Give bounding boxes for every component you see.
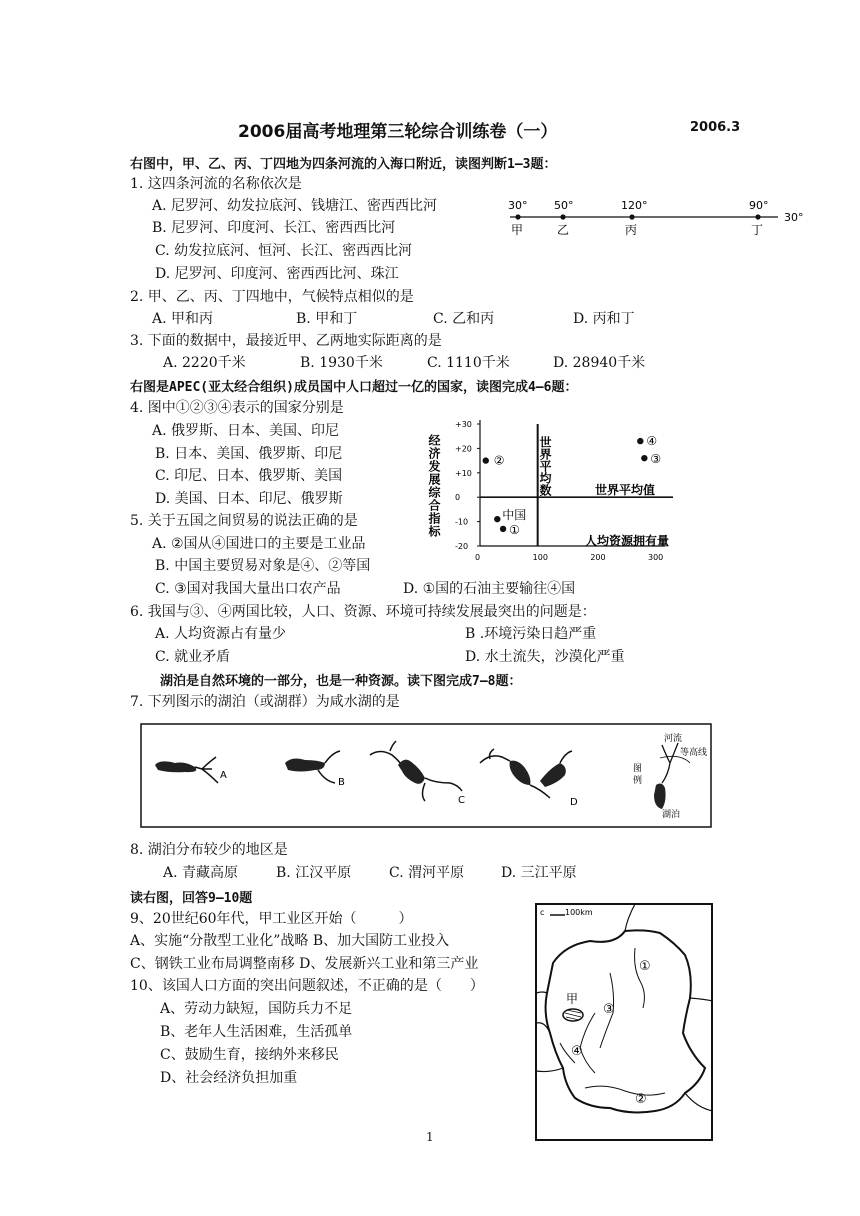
q10-option-d: D、社会经济负担加重 xyxy=(160,1070,298,1086)
country-map xyxy=(535,903,715,1143)
q2-stem: 2. 甲、乙、丙、丁四地中，气候特点相似的是 xyxy=(130,289,414,305)
data-point xyxy=(637,438,643,444)
q9-options-cd: C、钢铁工业布局调整南移 D、发展新兴工业和第三产业 xyxy=(130,956,479,972)
page-title: 2006届高考地理第三轮综合训练卷（一） xyxy=(238,122,558,142)
x-axis-title: 人均资源拥有量 xyxy=(585,534,670,548)
q2-option-c: C. 乙和丙 xyxy=(433,311,495,327)
label-jia: 甲 xyxy=(566,992,579,1006)
deg-label-yi: 50° xyxy=(554,199,574,212)
q8-option-a: A. 青藏高原 xyxy=(163,865,239,881)
y-tick-label: +20 xyxy=(455,444,472,454)
label-2: ② xyxy=(635,1092,647,1107)
y-tick-label: -20 xyxy=(455,542,469,551)
legend-lake-label: 湖泊 xyxy=(662,810,681,820)
q10-option-a: A、劳动力缺短，国防兵力不足 xyxy=(160,1001,353,1017)
deg-label-ding: 90° xyxy=(749,199,769,212)
q2-option-b: B. 甲和丁 xyxy=(296,311,358,327)
q5-option-b: B. 中国主要贸易对象是④、②等国 xyxy=(155,558,371,574)
q4-option-b: B. 日本、美国、俄罗斯、印尼 xyxy=(155,446,343,462)
q1-option-a: A. 尼罗河、幼发拉底河、钱塘江、密西西比河 xyxy=(152,198,438,214)
q8-option-c: C. 渭河平原 xyxy=(389,865,465,881)
lake-d xyxy=(480,749,572,798)
q8-option-d: D. 三江平原 xyxy=(501,865,577,881)
q9-stem: 9、20世纪60年代，甲工业区开始（ ） xyxy=(130,911,413,927)
legend-title: 图 例 xyxy=(631,763,641,784)
q2-option-d: D. 丙和丁 xyxy=(573,311,635,327)
hline-label: 世界平均值 xyxy=(595,483,656,497)
q3-option-c: C. 1110千米 xyxy=(427,355,510,371)
exam-date: 2006.3 xyxy=(690,120,741,135)
section1-intro: 右图中，甲、乙、丙、丁四地为四条河流的入海口附近，读图判断1—3题： xyxy=(130,157,557,172)
q10-stem: 10、该国人口方面的突出问题叙述，不正确的是（ ） xyxy=(130,978,484,994)
q1-option-b: B. 尼罗河、印度河、长江、密西西比河 xyxy=(152,220,396,236)
q6-stem: 6. 我国与③、④两国比较，人口、资源、环境可持续发展最突出的问题是： xyxy=(130,604,596,620)
q6-option-a: A. 人均资源占有量少 xyxy=(155,626,287,642)
legend-contour-label: 等高线 xyxy=(680,748,708,758)
data-point-label: ② xyxy=(493,453,505,468)
data-point-label: 中国 xyxy=(502,508,527,523)
data-point-label: ③ xyxy=(650,452,662,467)
apec-scatter-chart xyxy=(425,412,690,572)
q10-option-b: B、老年人生活困难，生活孤单 xyxy=(160,1024,353,1040)
q3-option-d: D. 28940千米 xyxy=(553,355,646,371)
legend-lake-symbol xyxy=(654,784,666,809)
lake-c xyxy=(370,741,462,801)
section3-intro: 湖泊是自然环境的一部分，也是一种资源。读下图完成7—8题： xyxy=(160,674,522,689)
data-point xyxy=(500,526,506,532)
q6-option-c: C. 就业矛盾 xyxy=(155,649,231,665)
lake-label-b: B xyxy=(338,777,345,788)
label-1: ① xyxy=(639,959,651,974)
q5-option-d: D. ①国的石油主要输往④国 xyxy=(403,581,576,597)
q9-options-ab: A、实施“分散型工业化”战略 B、加大国防工业投入 xyxy=(130,933,450,949)
y-tick-label: +10 xyxy=(455,468,472,478)
label-3: ③ xyxy=(603,1002,615,1017)
point-jia xyxy=(515,214,520,219)
q3-option-b: B. 1930千米 xyxy=(300,355,383,371)
point-bing xyxy=(629,214,634,219)
map-corner-label: c xyxy=(540,908,545,917)
point-ding xyxy=(755,214,760,219)
q1-stem: 1. 这四条河流的名称依次是 xyxy=(130,176,302,192)
deg-label-jia: 30° xyxy=(508,199,528,212)
q5-option-a: A. ②国从④国进口的主要是工业品 xyxy=(152,536,366,552)
lake-diagram xyxy=(140,723,712,828)
data-point-label: ① xyxy=(509,522,520,537)
q6-option-b: B .环境污染日趋严重 xyxy=(465,626,597,642)
lake-label-c: C xyxy=(458,795,465,806)
name-label-yi: 乙 xyxy=(557,223,570,237)
river-mouth-figure xyxy=(500,192,820,242)
q10-option-c: C、鼓励生育，接纳外来移民 xyxy=(160,1047,339,1063)
lat-label: 30° xyxy=(784,211,804,224)
legend-river-label: 河流 xyxy=(664,734,683,744)
x-tick-label: 100 xyxy=(532,553,548,562)
page-number: 1 xyxy=(426,1130,434,1144)
q6-option-d: D. 水土流失，沙漠化严重 xyxy=(465,649,625,665)
q3-stem: 3. 下面的数据中，最接近甲、乙两地实际距离的是 xyxy=(130,333,442,349)
point-yi xyxy=(560,214,565,219)
scale-label: 100km xyxy=(565,908,593,917)
q4-stem: 4. 图中①②③④表示的国家分别是 xyxy=(130,400,344,416)
x-tick-label: 200 xyxy=(590,553,606,562)
y-tick-label: +30 xyxy=(455,420,472,429)
y-tick-label: -10 xyxy=(455,517,469,527)
deg-label-bing: 120° xyxy=(621,199,648,212)
y-tick-label: 0 xyxy=(455,493,461,503)
data-point xyxy=(641,455,647,461)
vline-label: 世界平均数 xyxy=(538,436,552,496)
x-tick-label: 0 xyxy=(475,553,481,562)
q4-option-c: C. 印尼、日本、俄罗斯、美国 xyxy=(155,468,343,484)
lake-label-d: D xyxy=(570,797,578,808)
q2-option-a: A. 甲和丙 xyxy=(152,311,214,327)
lake-label-a: A xyxy=(220,770,227,781)
name-label-bing: 丙 xyxy=(625,223,638,237)
label-4: ④ xyxy=(571,1044,583,1059)
lake-b xyxy=(285,751,340,783)
q3-option-a: A. 2220千米 xyxy=(163,355,246,371)
legend-river-symbol xyxy=(662,743,678,783)
q5-option-c: C. ③国对我国大量出口农产品 xyxy=(155,581,341,597)
name-label-ding: 丁 xyxy=(751,223,764,237)
x-tick-label: 300 xyxy=(648,553,664,562)
q1-option-c: C. 幼发拉底河、恒河、长江、密西西比河 xyxy=(155,243,413,259)
name-label-jia: 甲 xyxy=(511,223,524,237)
data-point xyxy=(494,516,500,522)
data-point xyxy=(483,457,489,463)
q4-option-d: D. 美国、日本、印尼、俄罗斯 xyxy=(155,491,343,507)
q5-stem: 5. 关于五国之间贸易的说法正确的是 xyxy=(130,513,358,529)
y-axis-title: 经济发展综合指标 xyxy=(427,434,441,538)
q8-option-b: B. 江汉平原 xyxy=(276,865,352,881)
section4-intro: 读右图，回答9—10题 xyxy=(130,891,253,906)
q1-option-d: D. 尼罗河、印度河、密西西比河、珠江 xyxy=(155,266,399,282)
lake-a xyxy=(155,757,218,783)
q8-stem: 8. 湖泊分布较少的地区是 xyxy=(130,842,288,858)
section2-intro: 右图是APEC(亚太经合组织)成员国中人口超过一亿的国家，读图完成4—6题： xyxy=(130,380,578,395)
q7-stem: 7. 下列图示的湖泊（或湖群）为咸水湖的是 xyxy=(130,694,400,710)
data-point-label: ④ xyxy=(646,434,658,449)
q4-option-a: A. 俄罗斯、日本、美国、印尼 xyxy=(152,423,340,439)
